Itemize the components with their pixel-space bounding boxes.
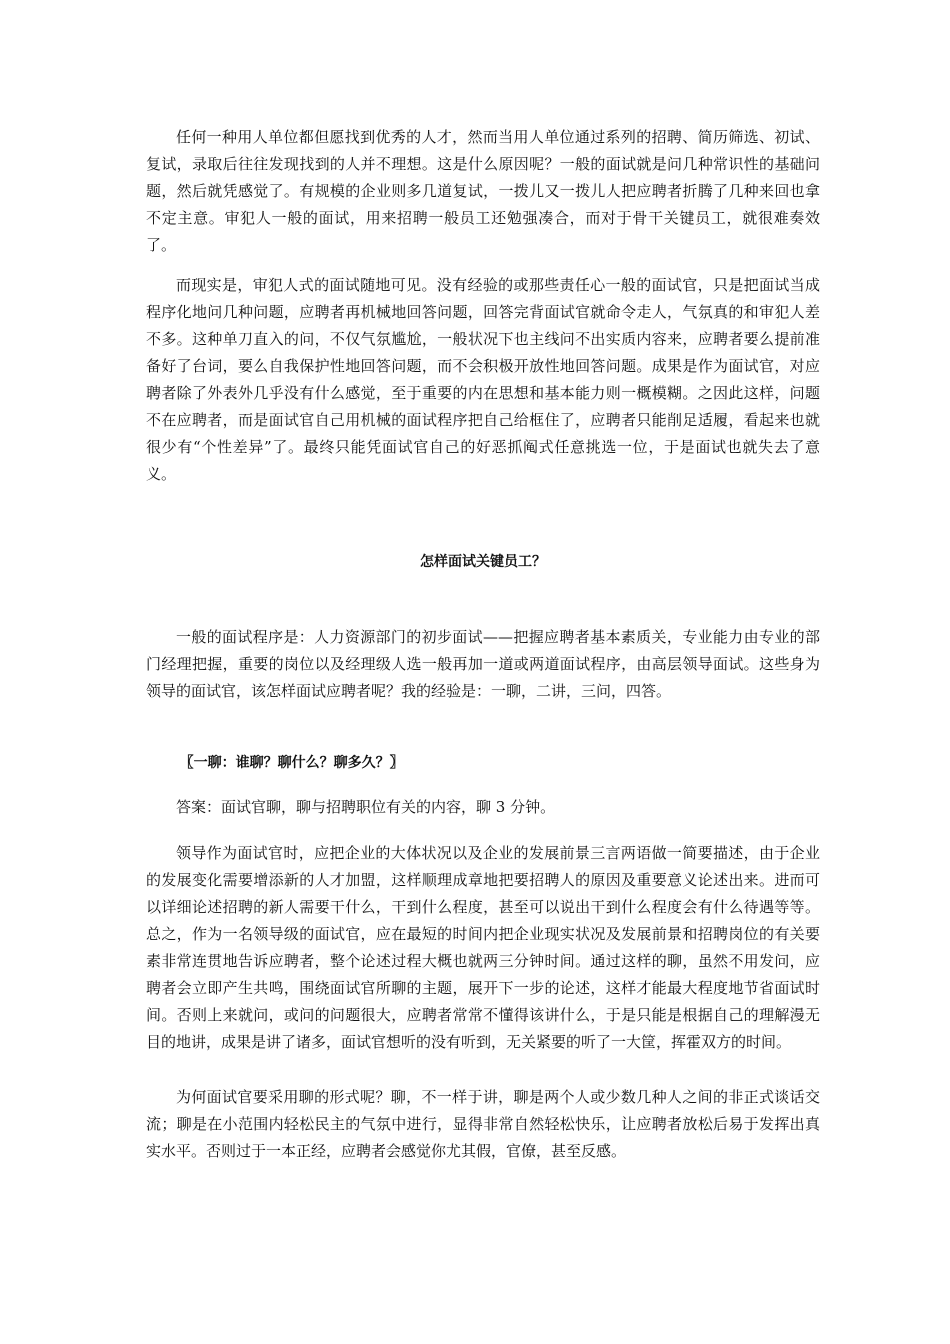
paragraph-why-chat: 为何面试官要采用聊的形式呢？聊，不一样于讲，聊是两个人或少数几种人之间的非正式谈话交流；聊是在小范围内轻松民主的气氛中进行，显得非常自然轻松快乐，让应聘者放松后易于发挥出真实水平。否则过于一本正经，应聘者会感觉你尤其假，官僚，甚至反感。 [146, 1088, 820, 1160]
section-heading: 怎样面试关键员工？ [420, 554, 546, 570]
paragraph-interrogation-style: 而现实是，审犯人式的面试随地可见。没有经验的或那些责任心一般的面试官，只是把面试当成程序化地问几种问题，应聘者再机械地回答问题，回答完背面试官就命令走人，气氛真的和审犯人差不多。这种单刀直入的问，不仅气氛尴尬，一般状况下也主线问不出实质内容来，应聘者要么提前准备好了台词，要么自我保护性地回答问题，而不会积极开放性地回答问题。成果是作为面试官，对应聘者除了外表外几乎没有什么感觉，至于重要的内在思想和基本能力则一概模糊。之因此这样，问题不在应聘者，而是面试官自己用机械的面试程序把自己给框住了，应聘者只能削足适履，看起来也就很少有“个性差异”了。最终只能凭面试官自己的好恶抓阄式任意挑选一位，于是面试也就失去了意义。 [146, 276, 820, 483]
paragraph-interview-problem: 任何一种用人单位都但愿找到优秀的人才，然而当用人单位通过系列的招聘、简历筛选、初试、复试，录取后往往发现找到的人并不理想。这是什么原因呢？一般的面试就是问几种常识性的基础问题，然后就凭感觉了。有规模的企业则多几道复试，一拨儿又一拨儿人把应聘者折腾了几种来回也拿不定主意。审犯人一般的面试，用来招聘一般员工还勉强凑合，而对于骨干关键员工，就很难奏效了。 [146, 128, 820, 254]
paragraph-leader-as-interviewer: 领导作为面试官时，应把企业的大体状况以及企业的发展前景三言两语做一简要描述，由于企业的发展变化需要增添新的人才加盟，这样顺理成章地把要招聘人的原因及重要意义论述出来。进而可以详细论述招聘的新人需要干什么，干到什么程度，甚至可以说出干到什么程度会有什么待遇等等。总之，作为一名领导级的面试官，应在最短的时间内把企业现实状况及发展前景和招聘岗位的有关要素非常连贯地告诉应聘者，整个论述过程大概也就两三分钟时间。通过这样的聊，虽然不用发问，应聘者会立即产生共鸣，围绕面试官所聊的主题，展开下一步的论述，这样才能最大程度地节省面试时间。否则上来就问，或问的问题很大，应聘者常常不懂得该讲什么，于是只能是根据自己的理解漫无目的地讲，成果是讲了诸多，面试官想听的没有听到，无关紧要的听了一大筐，挥霍双方的时间。 [146, 844, 820, 1051]
paragraph-interview-procedure: 一般的面试程序是：人力资源部门的初步面试——把握应聘者基本素质关，专业能力由专业的部门经理把握，重要的岗位以及经理级人选一般再加一道或两道面试程序，由高层领导面试。这些身为领导的面试官，该怎样面试应聘者呢？我的经验是：一聊，二讲，三问，四答。 [146, 628, 820, 700]
subsection-heading-chat: 〖一聊：谁聊？聊什么？聊多久？〗 [179, 755, 404, 771]
paragraph-answer: 答案：面试官聊，聊与招聘职位有关的内容，聊 3 分钟。 [176, 798, 556, 816]
